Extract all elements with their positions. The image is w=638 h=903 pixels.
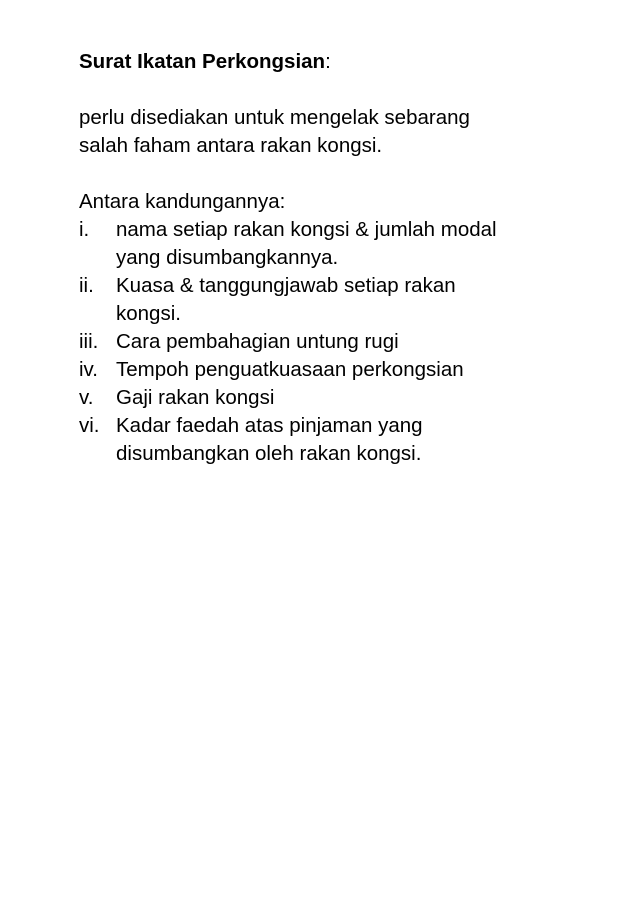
list-item-line: Kadar faedah atas pinjaman yang <box>116 414 423 437</box>
list-item-line: Gaji rakan kongsi <box>116 386 275 409</box>
document-title <box>79 48 599 76</box>
list-item-text <box>116 216 599 272</box>
list-item-text <box>116 356 599 384</box>
list-item <box>79 384 599 412</box>
contents-list <box>79 216 599 468</box>
list-item-line: disumbangkan oleh rakan kongsi. <box>116 442 422 465</box>
list-item <box>79 412 599 468</box>
list-item-line: Cara pembahagian untung rugi <box>116 330 399 353</box>
list-item <box>79 328 599 356</box>
list-item-text <box>116 412 599 468</box>
list-item-marker: vi. <box>79 414 100 437</box>
list-item-line: kongsi. <box>116 302 181 325</box>
list-item-marker: i. <box>79 218 90 241</box>
list-item-line: nama setiap rakan kongsi & jumlah modal <box>116 218 497 241</box>
intro-paragraph <box>79 104 599 160</box>
list-item-text <box>116 328 599 356</box>
list-item-text <box>116 272 599 328</box>
list-item <box>79 356 599 384</box>
list-item-marker: ii. <box>79 274 94 297</box>
list-item-line: yang disumbangkannya. <box>116 246 339 269</box>
list-item-marker: iii. <box>79 330 99 353</box>
list-item <box>79 272 599 328</box>
intro-line: perlu disediakan untuk mengelak sebarang <box>79 106 470 129</box>
intro-line: salah faham antara rakan kongsi. <box>79 134 383 157</box>
list-item <box>79 216 599 272</box>
document-content <box>79 48 599 468</box>
title-colon: : <box>325 50 331 73</box>
list-item-marker: v. <box>79 386 94 409</box>
list-item-line: Tempoh penguatkuasaan perkongsian <box>116 358 464 381</box>
list-item-marker: iv. <box>79 358 98 381</box>
list-item-line: Kuasa & tanggungjawab setiap rakan <box>116 274 456 297</box>
title-text: Surat Ikatan Perkongsian <box>79 50 326 73</box>
list-heading: Antara kandungannya: <box>79 190 286 213</box>
list-item-text <box>116 384 599 412</box>
